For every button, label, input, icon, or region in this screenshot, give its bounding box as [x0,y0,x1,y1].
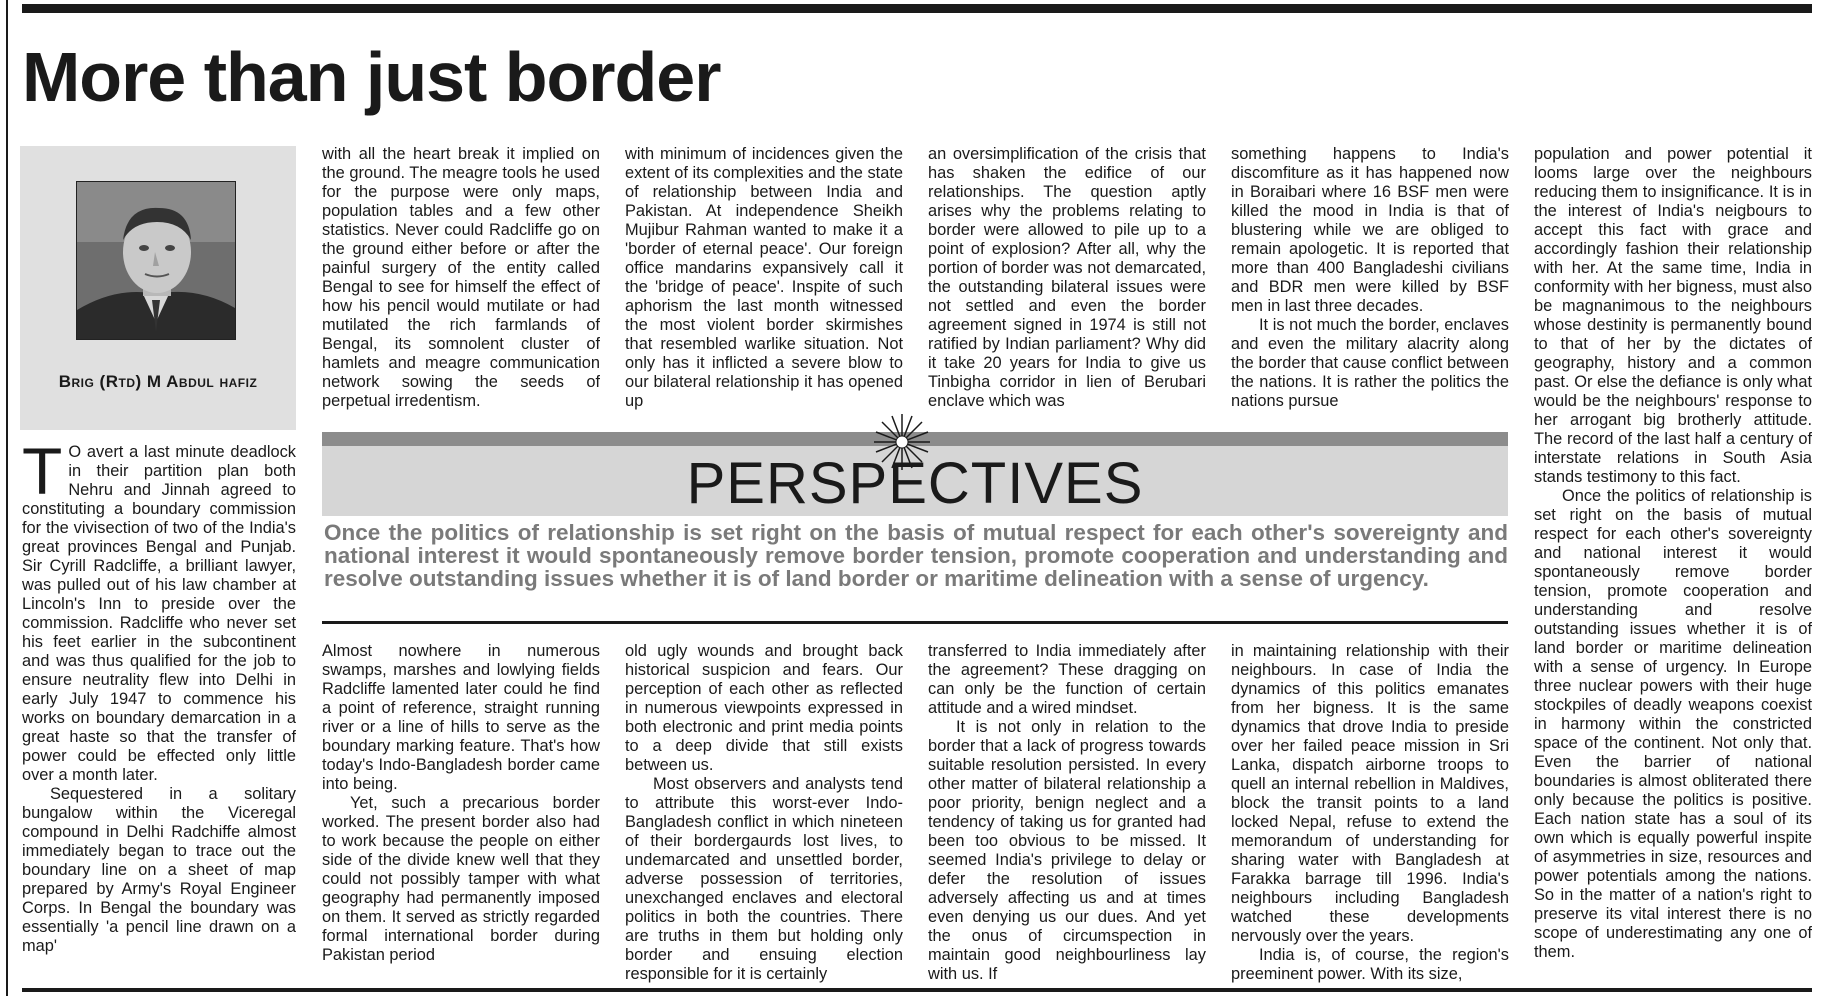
drop-cap: T [22,443,63,508]
column-6-paragraph-2: Once the politics of relationship is set right on the basis of mutual respect for each other's sovereignty and national interest it would spontaneously remove border tension, promote cooperation and understanding and resolve outstanding issues whether it is of land border or maritime delineation with a sense of urgency. In Europe three nuclear powers with their huge stockpiles of deadly weapons coexist in harmony within the constricted space of the continent. Not only that. Even the barrier of national boundaries is almost obliterated there only because the politics is positive. Each nation state has a soul of its own which is equally powerful inspite of asymmetries in size, resources and power potentials among the nations. So in the matter of a nation's right to preserve its vital interest there is no scope of underestimating any one of them. [1534,487,1812,961]
column-4-bottom-paragraph-2: It is not only in relation to the border that a lack of progress towards suitable resolution persisted. In every other matter of bilateral relationship a poor priority, benign neglect and a tendency of taking us for granted had been too obvious to be missed. It seemed India's privilege to delay or defer the resolution of issues adversely affecting us and at times even denying us our dues. And yet the onus of circumspection in maintain good neighbourliness lay with us. If [928,718,1206,983]
column-3-top-paragraph: with minimum of incidences given the extent of its complexities and the state of relationship between India and Pakistan. At independence Sheikh Mujibur Rahman wanted to make it a 'border of eternal peace'. Our foreign office mandarins expansively call it the 'bridge of peace'. Inspite of such aphorism the last month witnessed the most violent border skirmishes that resembled warlike situation. Not only has it inflicted a severe blow to our bilateral relationship it has opened up [625,145,903,410]
page-bottom-rule [22,988,1812,992]
column-5-bottom [1231,642,1509,986]
article-headline: More than just border [22,38,721,116]
author-portrait [76,181,236,340]
column-6-paragraph-1: population and power potential it looms large over the neighbours reducing them to insignificance. It is in the interest of India's neigbours to accept this fact with grace and accordingly fashion their relationship with her. At the same time, India in conformity with her bigness, must also be magnanimous to the neighbours whose destinity is permanently bound to that of her by the dictates of geography, history and a common past. Or else the defiance is only what would be the neighbours' response to her arrogant big brotherly attitude. The record of the last half a century of interstate relations in South Asia stands testimony to this fact. [1534,145,1812,486]
column-2-bottom [322,642,600,986]
column-2-top-paragraph: with all the heart break it implied on the ground. The meagre tools he used for the purpose were only maps, population tables and a few other statistics. Never could Radcliffe go on the ground either before or after the painful surgery of the entity called Bengal to see for himself the effect of how his pencil would mutilate or had mutilated the rich farmlands of Bengal, its somnolent cluster of hamlets and meagre communication network sowing the seeds of perpetual irredentism. [322,145,600,410]
column-5-top [1231,145,1509,411]
author-byline: Brig (Rtd) M Abdul hafiz [58,372,258,391]
column-2-top [322,145,600,411]
column-2-bottom-paragraph-2: Yet, such a precarious border worked. The present border also had to work because the people on either side of the divide knew well that they could not possibly tamper with what geography had permanently imposed on them. It served as strictly regarded formal international border during Pakistan period [322,794,600,964]
column-3-top [625,145,903,411]
column-1 [22,443,296,983]
column-4-bottom [928,642,1206,986]
column-2-bottom-paragraph-1: Almost nowhere in numerous swamps, marshes and lowlying fields Radcliffe lamented later could he find a point of reference, straight running river or a line of hills to serve as the boundary marking feature. That's how today's Indo-Bangladesh border came into being. [322,642,600,793]
page-top-rule [22,4,1812,13]
column-3-bottom-paragraph-1: old ugly wounds and brought back historical suspicion and fears. Our perception of each other as reflected in numerous viewpoints expressed in both electronic and print media points to a deep divide that still exists between us. [625,642,903,774]
page-left-rule [6,0,8,996]
column-5-bottom-paragraph-2: India is, of course, the region's preeminent power. With its size, [1231,946,1509,983]
column-1-paragraph-1 [22,443,296,785]
pull-quote-rule [322,621,1508,624]
column-5-top-paragraph-2: It is not much the border, enclaves and even the military alacrity along the border that cause conflict between the nations. It is rather the politics the nations pursue [1231,316,1509,410]
perspectives-label: PERSPECTIVES [686,451,1144,516]
column-3-bottom-paragraph-2: Most observers and analysts tend to attribute this worst-ever Indo-Bangladesh conflict in which nineteen of their bordergaurds lost lives, to undemarcated and unsettled border, adverse possession of territories, unexchanged enclaves and electoral politics in both the countries. There are truths in them but holding only border and ensuing election responsible for it is certainly [625,775,903,983]
column-3-bottom [625,642,903,986]
column-5-top-paragraph-1: something happens to India's discomfiture as it has happened now in Boraibari where 16 BSF men were killed the mood in India is that of blustering while we are obliged to remain apologetic. It is reported that more than 400 Bangladeshi civilians and BDR men were killed by BSF men in last three decades. [1231,145,1509,315]
author-box [20,146,296,430]
column-1-text-1: O avert a last minute deadlock in their partition plan both Nehru and Jinnah agreed to constituting a boundary commission for the vivisection of two of the India's great provinces Bengal and Punjab. Sir Cyrill Radcliffe, a brilliant lawyer, was pulled out of his law chamber at Lincoln's Inn to preside over the commission. Radcliffe who never set his feet earlier in the subcontinent and was thus qualified for the job to ensure neutrality flew into Delhi in early July 1947 to commence his works on boundary demarcation in a great haste so that the transfer of power could be effected only little over a month later. [22,443,296,784]
column-4-top-paragraph: an oversimplification of the crisis that has shaken the edifice of our relationships. The question aptly arises why the problems relating to border were allowed to pile up to a point of explosion? After all, why the portion of border was not demarcated, the outstanding bilateral issues were not settled and even the border agreement signed in 1974 is still not ratified by Indian parliament? Why did it take 20 years for India to give us Tinbigha corridor in lien of Berubari enclave which was [928,145,1206,410]
column-1-paragraph-2: Sequestered in a solitary bungalow within the Viceregal compound in Delhi Radchiffe almost immediately began to trace out the boundary line on a sheet of map prepared by Army's Royal Engineer Corps. In Bengal the boundary was essentially 'a pencil line drawn on a map' [22,785,296,955]
pull-quote: Once the politics of relationship is set right on the basis of mutual respect for each other's sovereignty and national interest it would spontaneously remove border tension, promote cooperation and understanding and resolve outstanding issues whether it is of land border or maritime delineation with a sense of urgency. [324,520,1508,591]
author-portrait-icon [77,182,235,339]
column-5-bottom-paragraph-1: in maintaining relationship with their neighbours. In case of India the dynamics of this politics emanates from her bigness. It is the same dynamics that drove India to preside over her failed peace mission in Sri Lanka, dispatch airborne troops to quell an internal rebellion in Maldives, block the transit points to a land locked Nepal, refuse to extend the memorandum of understanding for sharing water with Bangladesh at Farakka barrage till 1996. India's neighbours including Bangladesh watched these developments nervously over the years. [1231,642,1509,945]
column-4-top [928,145,1206,411]
column-4-bottom-paragraph-1: transferred to India immediately after the agreement? These dragging on can only be the function of certain attitude and a wired mindset. [928,642,1206,717]
column-6 [1534,145,1812,985]
